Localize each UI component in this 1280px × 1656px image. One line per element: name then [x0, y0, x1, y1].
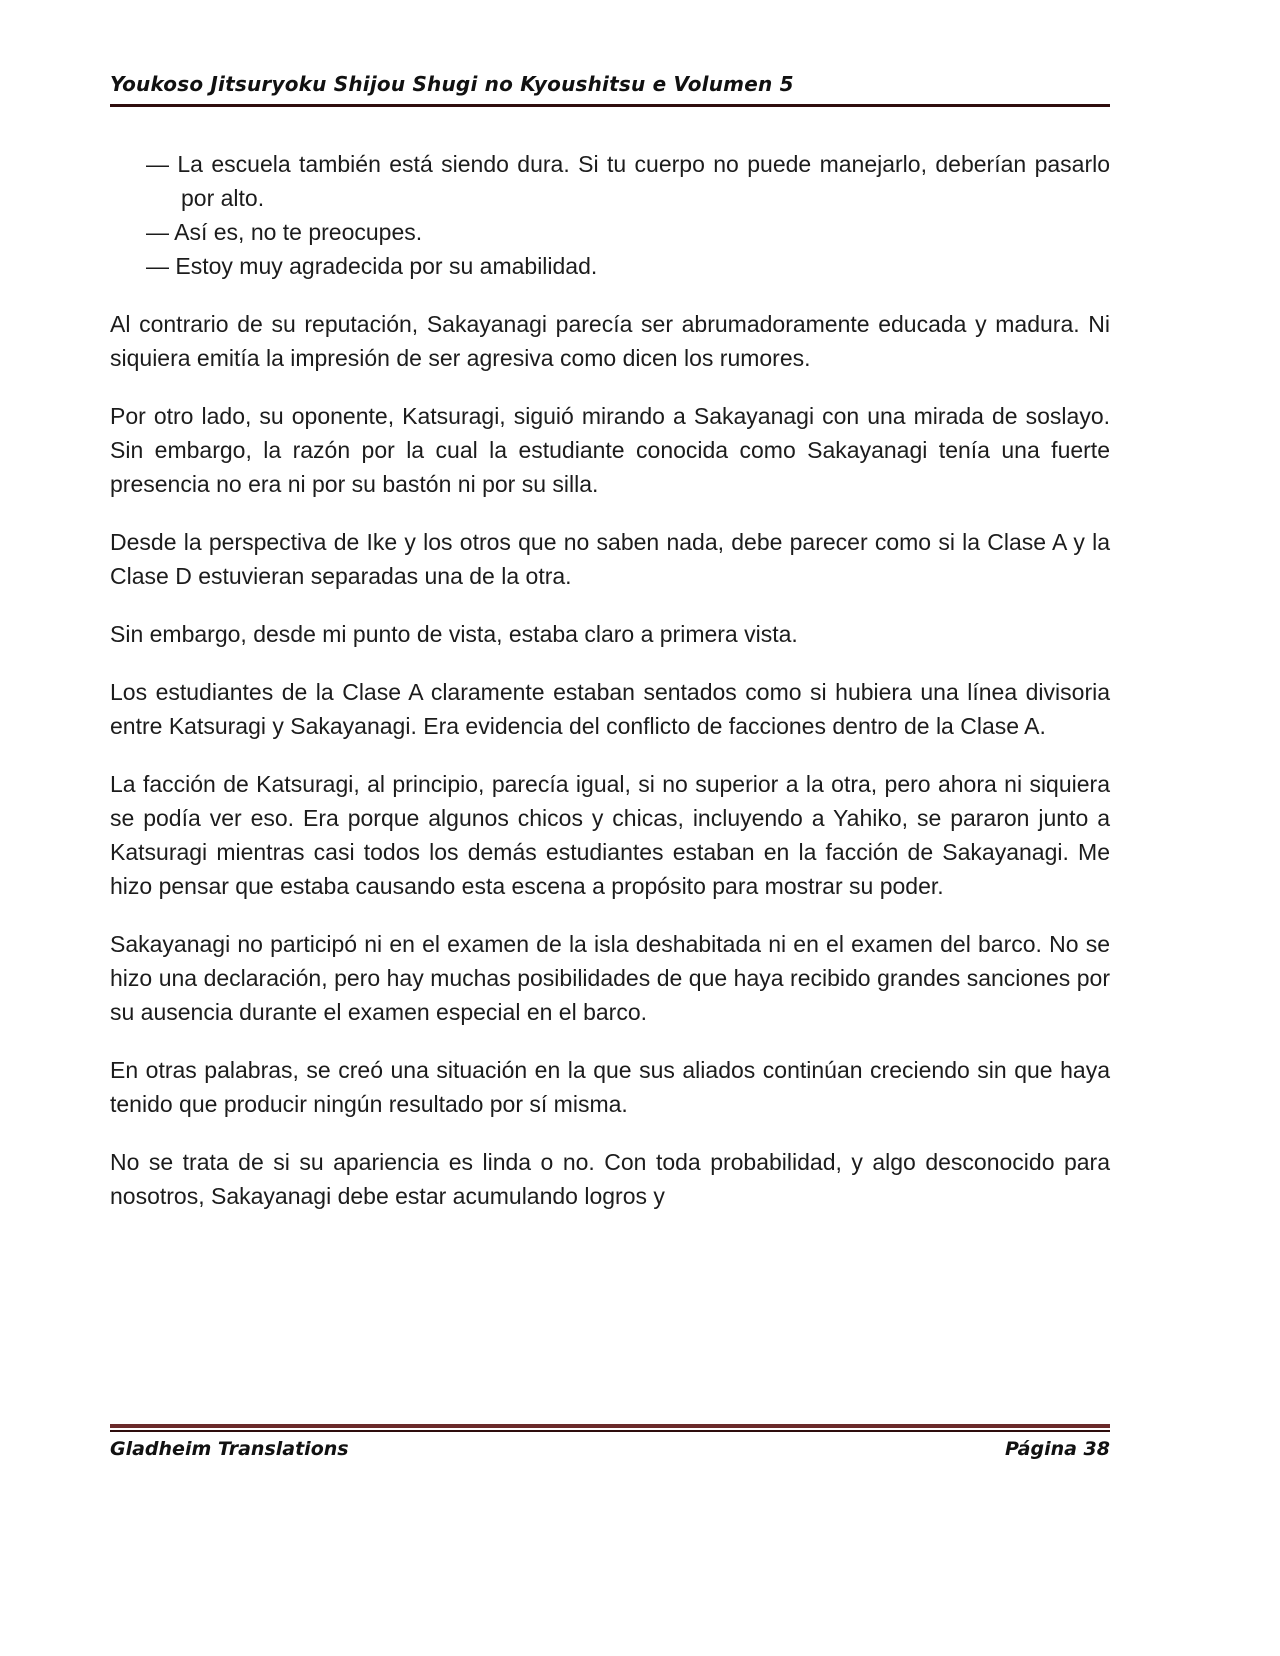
page-body [110, 147, 1110, 1213]
footer-page-number: Página 38 [1004, 1438, 1110, 1460]
dialogue-line: — La escuela también está siendo dura. Si tu cuerpo no puede manejarlo, deberían pasarlo por alto. [146, 151, 1110, 211]
dialogue-line: — Así es, no te preocupes. [146, 219, 423, 245]
paragraph: En otras palabras, se creó una situación en la que sus aliados continúan creciendo sin que haya tenido que producir ningún resultado por sí misma. [110, 1057, 1110, 1117]
paragraph: Al contrario de su reputación, Sakayanagi parecía ser abrumadoramente educada y madura. Ni siquiera emitía la impresión de ser agresiva como dicen los rumores. [110, 311, 1110, 371]
page-footer [110, 1424, 1110, 1460]
paragraph: Por otro lado, su oponente, Katsuragi, siguió mirando a Sakayanagi con una mirada de soslayo. Sin embargo, la razón por la cual la estudiante conocida como Sakayanagi tenía una fuerte presencia no era ni por su bastón ni por su silla. [110, 403, 1110, 497]
dialogue-block [146, 147, 1110, 283]
document-title: Youkoso Jitsuryoku Shijou Shugi no Kyoushitsu e Volumen 5 [110, 72, 794, 96]
header-rule [110, 104, 1110, 107]
paragraph: No se trata de si su apariencia es linda o no. Con toda probabilidad, y algo desconocido para nosotros, Sakayanagi debe estar acumulando logros y [110, 1149, 1110, 1209]
paragraph: Desde la perspectiva de Ike y los otros que no saben nada, debe parecer como si la Clase A y la Clase D estuvieran separadas una de la otra. [110, 529, 1110, 589]
page-header [110, 72, 1110, 107]
dialogue-line: — Estoy muy agradecida por su amabilidad. [146, 253, 598, 279]
paragraph: Sakayanagi no participó ni en el examen de la isla deshabitada ni en el examen del barco. No se hizo una declaración, pero hay muchas posibilidades de que haya recibido grandes sanciones por su ausencia durante el examen especial en el barco. [110, 931, 1110, 1025]
footer-rule-thin [110, 1430, 1110, 1432]
paragraph: Los estudiantes de la Clase A claramente estaban sentados como si hubiera una línea divisoria entre Katsuragi y Sakayanagi. Era evidencia del conflicto de facciones dentro de la Clase A. [110, 679, 1110, 739]
footer-rule-thick [110, 1424, 1110, 1428]
footer-translator-credit: Gladheim Translations [110, 1438, 349, 1460]
footer-row [110, 1438, 1110, 1460]
paragraph: La facción de Katsuragi, al principio, parecía igual, si no superior a la otra, pero ahora ni siquiera se podía ver eso. Era porque algunos chicos y chicas, incluyendo a Yahiko, se pararon junto a Katsuragi mientras casi todos los demás estudiantes estaban en la facción de Sakayanagi. Me hizo pensar que estaba causando esta escena a propósito para mostrar su poder. [110, 771, 1110, 899]
paragraph: Sin embargo, desde mi punto de vista, estaba claro a primera vista. [110, 621, 798, 647]
